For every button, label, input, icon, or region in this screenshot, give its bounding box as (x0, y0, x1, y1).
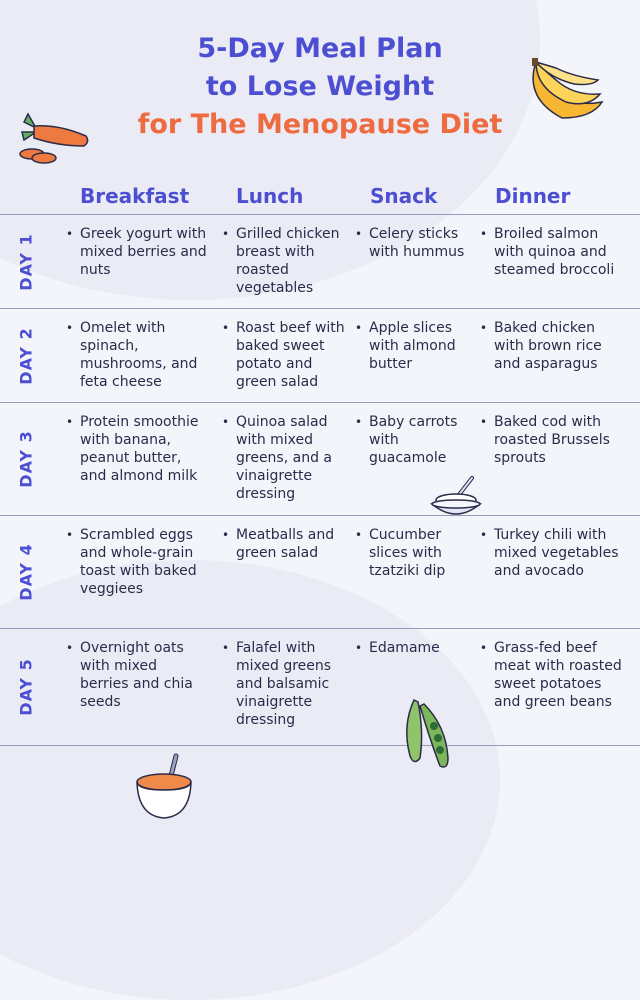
title-line-1: 5-Day Meal Plan (197, 33, 443, 64)
snack-cell: • Celery sticks with hummus (355, 225, 475, 261)
lunch-cell: • Meatballs and green salad (222, 526, 352, 562)
dinner-cell: • Turkey chili with mixed vegetables and avocado (480, 526, 624, 580)
column-header-breakfast: Breakfast (80, 184, 190, 208)
table-header (0, 184, 640, 214)
breakfast-cell: • Omelet with spinach, mushrooms, and feta cheese (66, 319, 208, 391)
carrot-icon (18, 110, 92, 166)
breakfast-cell: • Scrambled eggs and whole-grain toast with baked veggiees (66, 526, 208, 598)
column-header-lunch: Lunch (236, 184, 304, 208)
title-line-2: to Lose Weight (205, 71, 435, 102)
breakfast-cell: • Overnight oats with mixed berries and chia seeds (66, 639, 208, 711)
dinner-cell: • Grass-fed beef meat with roasted sweet potatoes and green beans (480, 639, 624, 711)
edamame-icon (400, 696, 456, 774)
snack-cell: • Edamame (355, 639, 475, 657)
lunch-cell: • Quinoa salad with mixed greens, and a vinaigrette dressing (222, 413, 352, 503)
snack-cell: • Apple slices with almond butter (355, 319, 475, 373)
yogurt-bowl-icon (428, 474, 484, 522)
table-row: DAY 5 • Overnight oats with mixed berries and chia seeds • Falafel with mixed greens and balsamic vinaigrette dressing • Edamame • Grass-fed beef meat with roasted sweet potatoes and green beans (0, 628, 640, 746)
lunch-cell: • Falafel with mixed greens and balsamic vinaigrette dressing (222, 639, 352, 729)
snack-cell: • Cucumber slices with tzatziki dip (355, 526, 475, 580)
banana-icon (522, 58, 604, 122)
breakfast-cell: • Greek yogurt with mixed berries and nuts (66, 225, 208, 279)
column-header-snack: Snack (370, 184, 438, 208)
lunch-cell: • Roast beef with baked sweet potato and green salad (222, 319, 352, 391)
table-row: DAY 4 • Scrambled eggs and whole-grain toast with baked veggiees • Meatballs and green salad • Cucumber slices with tzatziki dip • Turkey chili with mixed vegetables and avocado (0, 515, 640, 629)
table-row: DAY 1 • Greek yogurt with mixed berries and nuts • Grilled chicken breast with roasted vegetables • Celery sticks with hummus • Broiled salmon with quinoa and steamed broccoli (0, 214, 640, 309)
table-row: DAY 2 • Omelet with spinach, mushrooms, and feta cheese • Roast beef with baked sweet potato and green salad • Apple slices with almond butter • Baked chicken with brown rice and asparagus (0, 308, 640, 403)
title-line-3: for The Menopause Diet (137, 109, 503, 140)
soup-bowl-icon (132, 752, 196, 824)
snack-cell: • Baby carrots with guacamole (355, 413, 475, 467)
lunch-cell: • Grilled chicken breast with roasted vegetables (222, 225, 352, 297)
dinner-cell: • Broiled salmon with quinoa and steamed broccoli (480, 225, 624, 279)
dinner-cell: • Baked cod with roasted Brussels sprouts (480, 413, 624, 467)
breakfast-cell: • Protein smoothie with banana, peanut butter, and almond milk (66, 413, 208, 485)
dinner-cell: • Baked chicken with brown rice and asparagus (480, 319, 624, 373)
column-header-dinner: Dinner (495, 184, 571, 208)
table-row: DAY 3 • Protein smoothie with banana, peanut butter, and almond milk • Quinoa salad with mixed greens, and a vinaigrette dressing • Baby carrots with guacamole • Baked cod with roasted Brussels sprouts (0, 402, 640, 516)
